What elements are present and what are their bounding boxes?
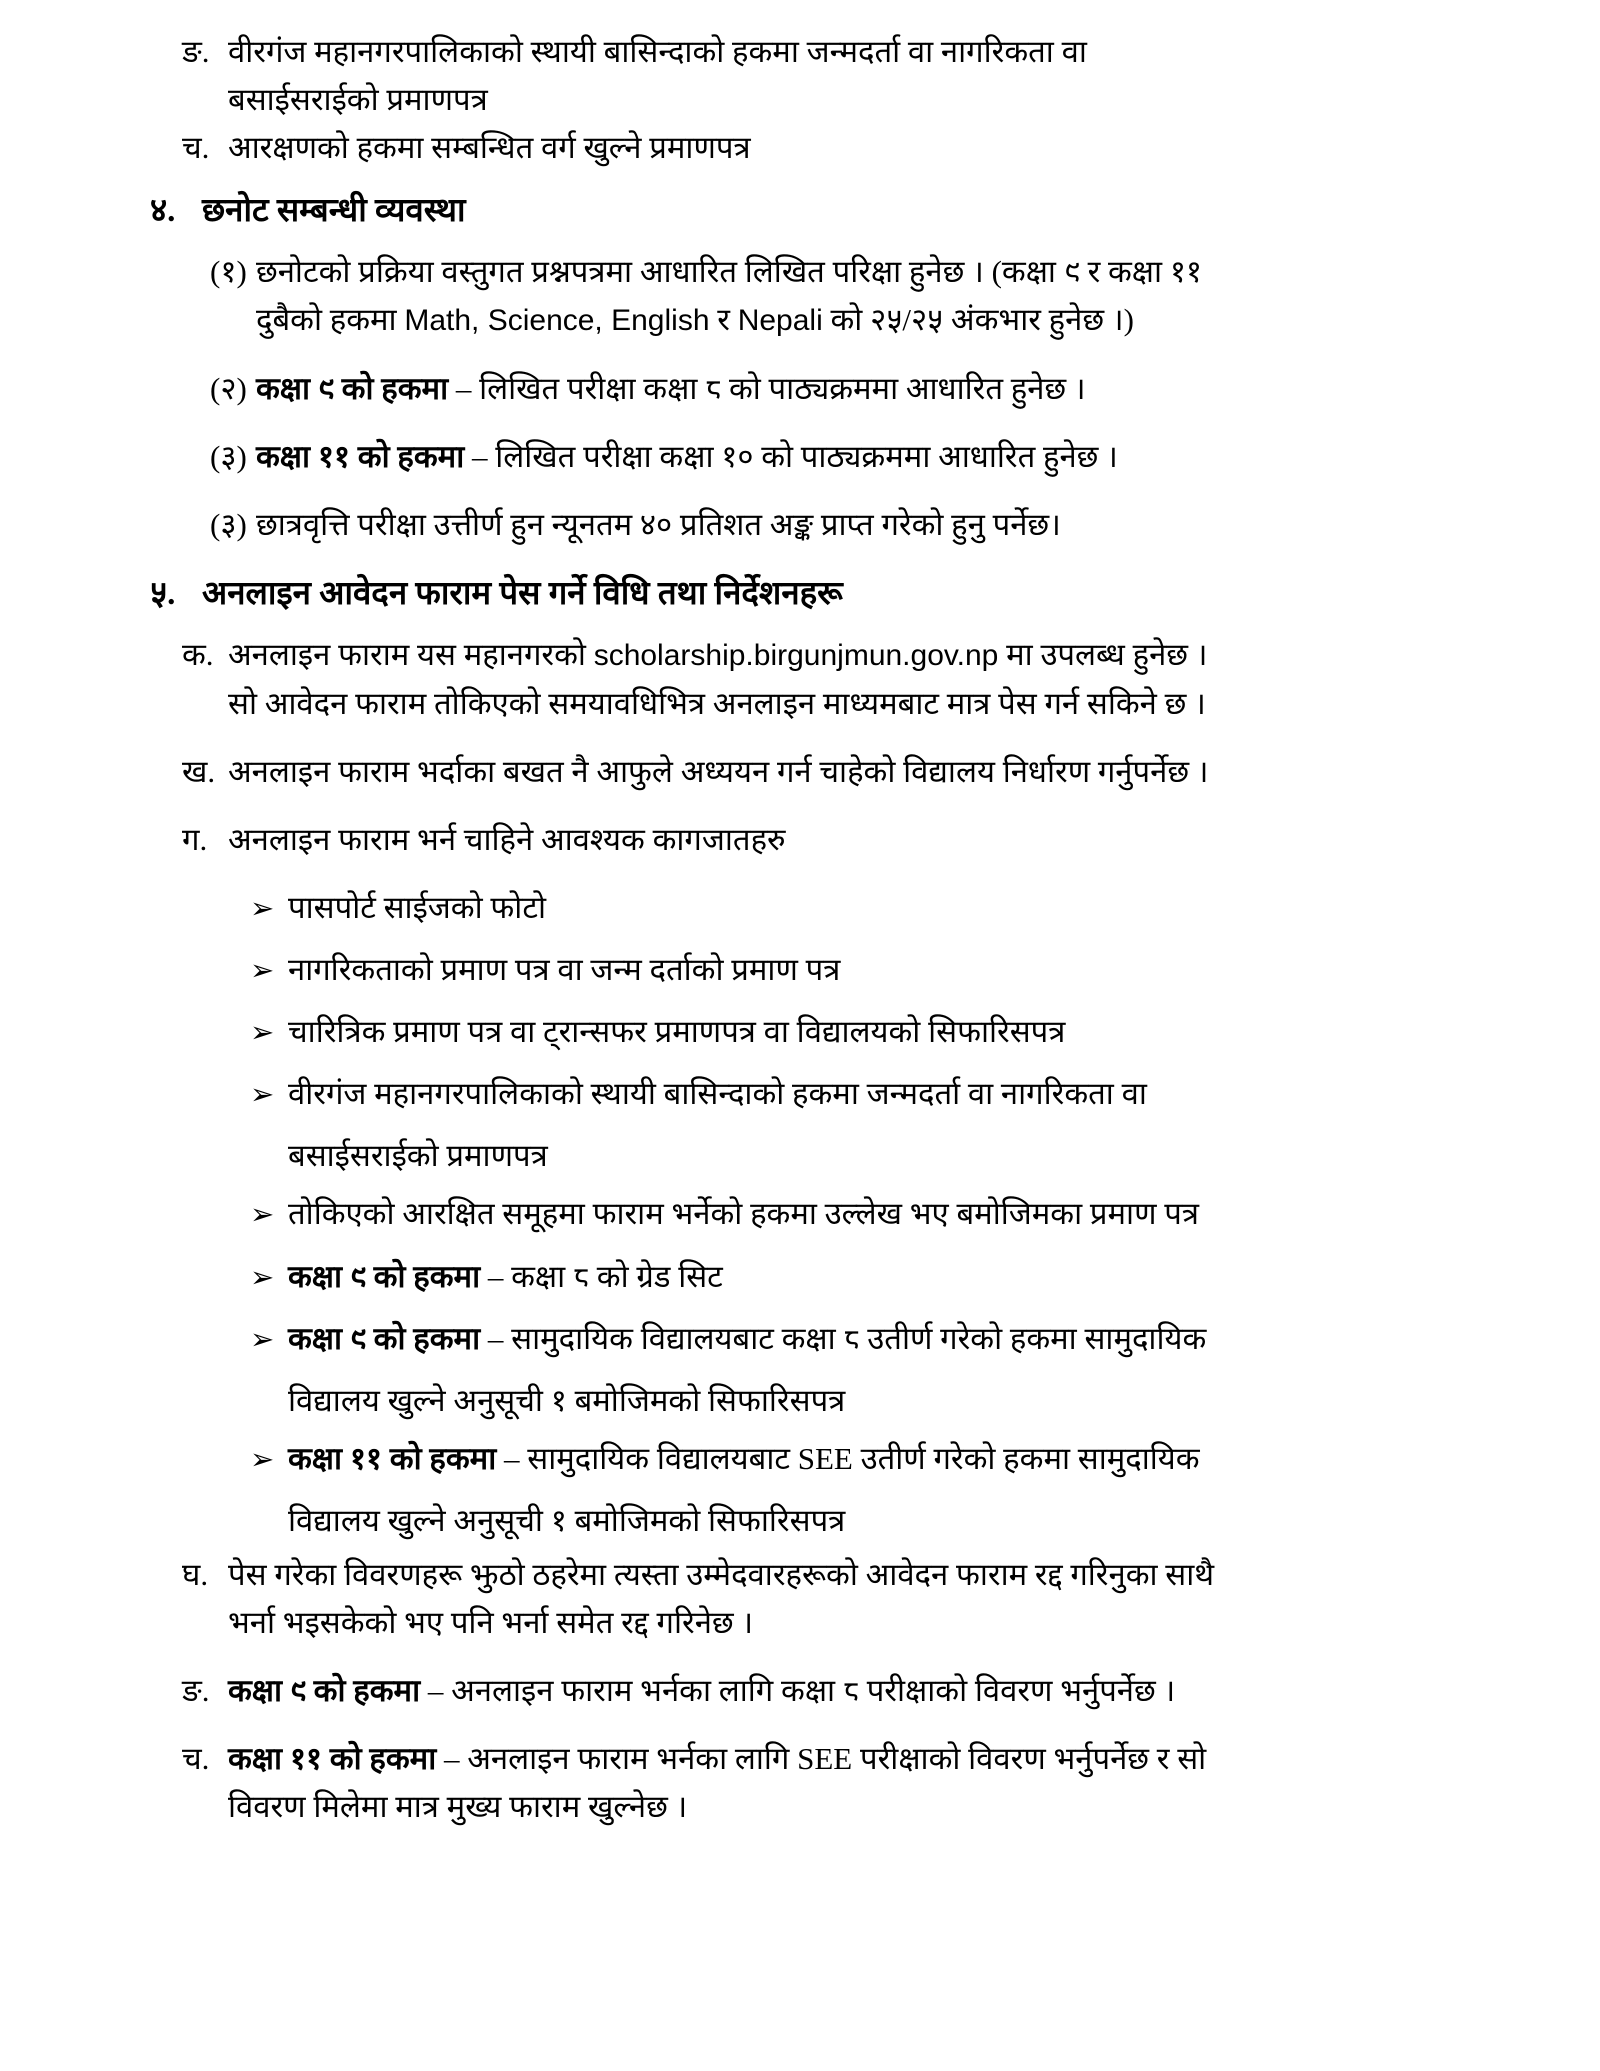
bullet-text-continued: विद्यालय खुल्ने अनुसूची १ बमोजिमको सिफारिसपत्र <box>288 1382 846 1418</box>
document-bullet-class9-community <box>250 1317 1450 1361</box>
list-marker: च. <box>182 1741 210 1777</box>
list-marker: ङ. <box>182 1673 210 1709</box>
arrow-bullet-icon: ➢ <box>250 1323 275 1356</box>
list-item-text-continued: भर्ना भइसकेको भए पनि भर्ना समेत रद्द गरिनेछ । <box>228 1605 754 1641</box>
arrow-bullet-icon: ➢ <box>250 1261 275 1294</box>
section-number: ४. <box>150 193 176 230</box>
section-heading-5 <box>150 571 1450 617</box>
subject-list-latin: Math, Science, English <box>404 304 710 338</box>
document-bullet-character-certificate <box>250 1010 1450 1054</box>
list-marker: ग. <box>182 821 208 857</box>
list-marker: ङ. <box>182 34 210 69</box>
document-bullet-class9-community-line2 <box>288 1379 1450 1423</box>
subject-nepali-latin: Nepali <box>737 304 823 338</box>
section4-item-2 <box>210 367 1450 411</box>
class-9-label: कक्षा ९ को हकमा <box>228 1673 421 1709</box>
bullet-text: – सामुदायिक विद्यालयबाट SEE उतीर्ण गरेको हकमा सामुदायिक <box>496 1440 1200 1476</box>
section-title: अनलाइन आवेदन फाराम पेस गर्ने विधि तथा निर्देशनहरू <box>202 575 843 612</box>
list-item-text: अनलाइन फाराम भर्दाका बखत नै आफुले अध्ययन गर्न चाहेको विद्यालय निर्धारण गर्नुपर्नेछ । <box>228 753 1209 789</box>
section5-item-kha <box>182 750 1450 794</box>
class-9-label: कक्षा ९ को हकमा <box>288 1258 481 1294</box>
list-marker: (१) <box>210 254 247 290</box>
document-bullet-photo <box>250 886 1450 930</box>
section5-item-ka <box>182 633 1450 678</box>
section5-item-ga <box>182 818 1450 862</box>
class-11-label: कक्षा ११ को हकमा <box>256 438 465 474</box>
list-item-text: छात्रवृत्ति परीक्षा उत्तीर्ण हुन न्यूनतम ४० प्रतिशत अङ्क प्राप्त गरेको हुनु पर्नेछ। <box>256 506 1061 542</box>
section5-item-gha <box>182 1553 1450 1597</box>
list-item-text: – लिखित परीक्षा कक्षा १० को पाठ्यक्रममा आधारित हुनेछ । <box>464 438 1118 474</box>
list-item-cha <box>182 126 1450 170</box>
section4-item-3 <box>210 435 1450 479</box>
bullet-text: – सामुदायिक विद्यालयबाट कक्षा ८ उतीर्ण गरेको हकमा सामुदायिक <box>480 1320 1207 1356</box>
list-marker: (२) <box>210 370 247 406</box>
class-11-label: कक्षा ११ को हकमा <box>228 1741 437 1777</box>
document-bullet-class9-gradesheet <box>250 1255 1450 1299</box>
list-item-nga <box>182 30 1450 74</box>
arrow-bullet-icon: ➢ <box>250 1443 275 1476</box>
section-number: ५. <box>150 575 176 612</box>
bullet-text: नागरिकताको प्रमाण पत्र वा जन्म दर्ताको प्रमाण पत्र <box>288 951 841 987</box>
list-item-nga-line2 <box>228 78 1450 122</box>
section-heading-4 <box>150 188 1450 234</box>
list-item-text: पेस गरेका विवरणहरू झुठो ठहरेमा त्यस्ता उम्मेदवारहरूको आवेदन फाराम रद्द गरिनुका साथै <box>228 1557 1215 1593</box>
arrow-bullet-icon: ➢ <box>250 892 275 925</box>
list-item-text: – लिखित परीक्षा कक्षा ८ को पाठ्यक्रममा आधारित हुनेछ । <box>448 370 1086 406</box>
class-9-label: कक्षा ९ को हकमा <box>256 370 449 406</box>
section-title: छनोट सम्बन्धी व्यवस्था <box>202 193 466 230</box>
document-bullet-citizenship <box>250 948 1450 992</box>
list-item-text: – अनलाइन फाराम भर्नका लागि कक्षा ८ परीक्षाको विवरण भर्नुपर्नेछ । <box>420 1673 1176 1709</box>
list-item-text: – अनलाइन फाराम भर्नका लागि SEE परीक्षाको विवरण भर्नुपर्नेछ र सो <box>436 1741 1207 1777</box>
conjunction: र <box>709 302 738 338</box>
bullet-text: चारित्रिक प्रमाण पत्र वा ट्रान्सफर प्रमाणपत्र वा विद्यालयको सिफारिसपत्र <box>288 1014 1066 1050</box>
section5-item-gha-line2 <box>228 1601 1450 1645</box>
list-item-text-continued: विवरण मिलेमा मात्र मुख्य फाराम खुल्नेछ । <box>228 1789 688 1825</box>
list-marker: (३) <box>210 506 247 542</box>
bullet-text: वीरगंज महानगरपालिकाको स्थायी बासिन्दाको हकमा जन्मदर्ता वा नागरिकता वा <box>288 1076 1147 1112</box>
bullet-text: – कक्षा ८ को ग्रेड सिट <box>480 1258 723 1294</box>
section4-item-1 <box>210 250 1450 294</box>
bullet-text-continued: बसाईसराईको प्रमाणपत्र <box>288 1138 548 1174</box>
section5-item-cha-line2 <box>228 1785 1450 1829</box>
list-item-text-continued: सो आवेदन फाराम तोकिएको समयावधिभित्र अनलाइन माध्यमबाट मात्र पेस गर्न सकिने छ । <box>228 685 1206 721</box>
section5-item-ka-line2 <box>228 682 1450 726</box>
section5-item-cha <box>182 1737 1450 1781</box>
section4-item-1-line2 <box>256 298 1450 343</box>
list-item-text-suffix: मा उपलब्ध हुनेछ । <box>998 637 1208 673</box>
bullet-text: पासपोर्ट साईजको फोटो <box>288 889 546 925</box>
section5-item-nga <box>182 1669 1450 1713</box>
bullet-text-continued: विद्यालय खुल्ने अनुसूची १ बमोजिमको सिफारिसपत्र <box>288 1503 846 1539</box>
list-item-text: वीरगंज महानगरपालिकाको स्थायी बासिन्दाको हकमा जन्मदर्ता वा नागरिकता वा <box>228 34 1087 69</box>
list-marker: ख. <box>182 753 216 789</box>
arrow-bullet-icon: ➢ <box>250 954 275 987</box>
list-item-text: अनलाइन फाराम भर्न चाहिने आवश्यक कागजातहरु <box>228 821 786 857</box>
class-9-label: कक्षा ९ को हकमा <box>288 1320 481 1356</box>
arrow-bullet-icon: ➢ <box>250 1079 275 1112</box>
class-11-label: कक्षा ११ को हकमा <box>288 1440 497 1476</box>
bullet-text: तोकिएको आरक्षित समूहमा फाराम भर्नेको हकमा उल्लेख भए बमोजिमका प्रमाण पत्र <box>288 1196 1199 1232</box>
arrow-bullet-icon: ➢ <box>250 1017 275 1050</box>
list-item-text: छनोटको प्रक्रिया वस्तुगत प्रश्नपत्रमा आधारित लिखित परिक्षा हुनेछ । (कक्षा ९ र कक्षा ११ <box>256 254 1203 290</box>
list-item-text: अनलाइन फाराम यस महानगरको <box>228 637 594 673</box>
list-item-text-continued: दुबैको हकमा <box>256 302 405 338</box>
arrow-bullet-icon: ➢ <box>250 1199 275 1232</box>
list-marker: घ. <box>182 1557 209 1593</box>
document-bullet-residency-line2 <box>288 1134 1450 1178</box>
list-item-text-continued: बसाईसराईको प्रमाणपत्र <box>228 82 488 118</box>
document-body <box>150 30 1450 1829</box>
section4-item-3-duplicate <box>210 503 1450 547</box>
document-bullet-reserved-group <box>250 1192 1450 1236</box>
list-marker: (३) <box>210 438 247 474</box>
document-bullet-class11-community <box>250 1437 1450 1481</box>
list-marker: क. <box>182 637 214 673</box>
document-bullet-class11-community-line2 <box>288 1499 1450 1543</box>
scholarship-portal-url[interactable]: scholarship.birgunjmun.gov.np <box>593 639 999 673</box>
list-marker: च. <box>182 130 210 166</box>
marks-weightage-text: को २५/२५ अंकभार हुनेछ ।) <box>822 302 1134 338</box>
list-item-text: आरक्षणको हकमा सम्बन्धित वर्ग खुल्ने प्रमाणपत्र <box>228 130 751 166</box>
document-bullet-residency <box>250 1072 1450 1116</box>
